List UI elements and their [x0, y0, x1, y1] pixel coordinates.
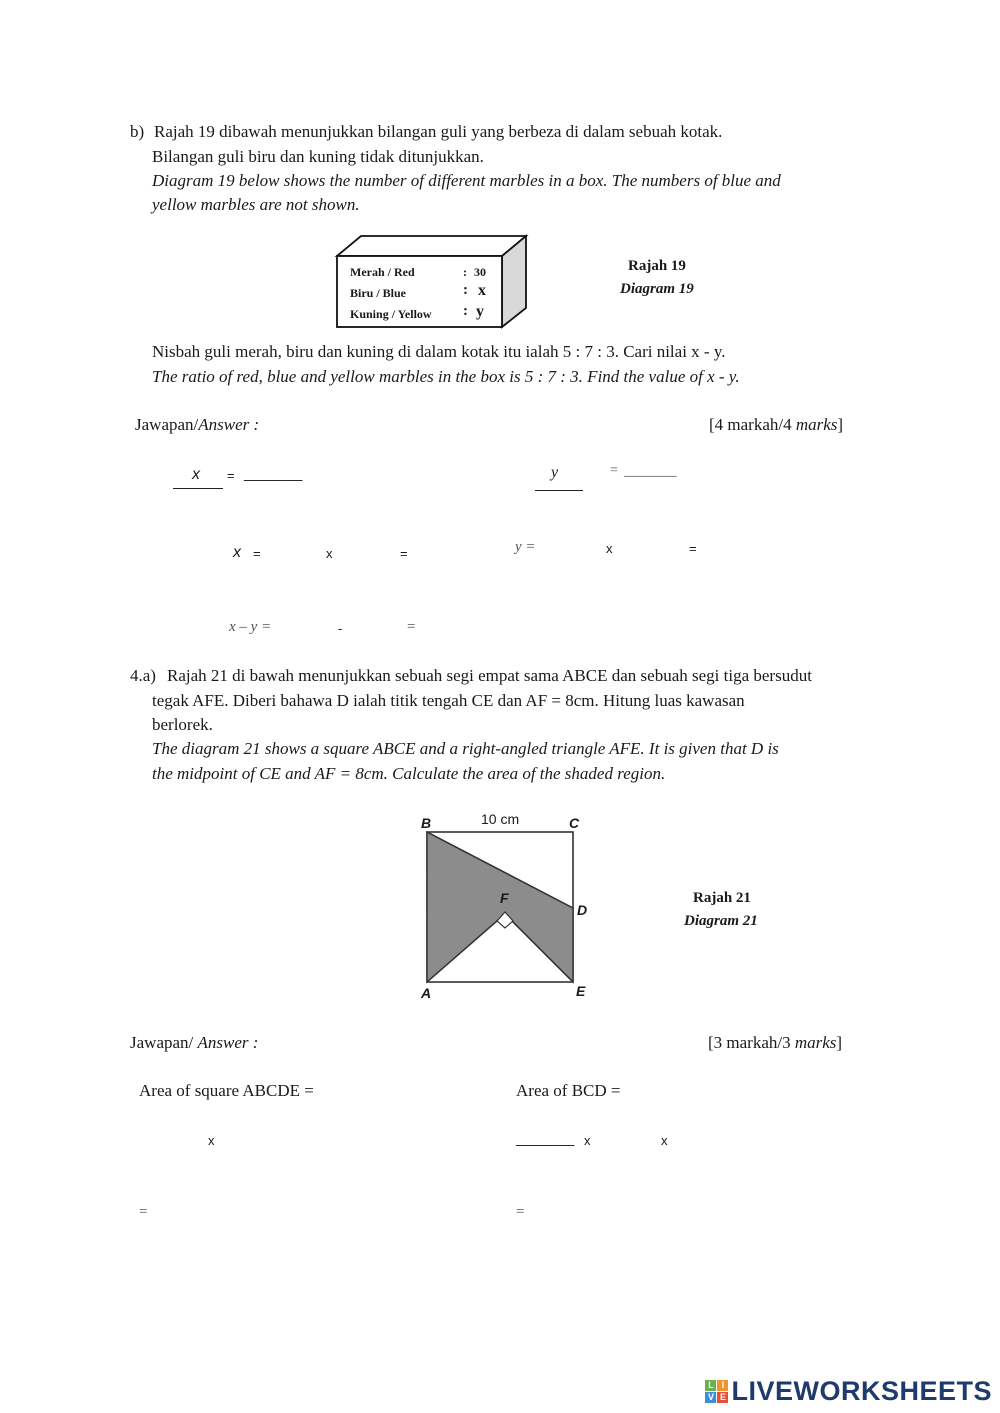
point-label-a: A — [421, 985, 432, 1001]
q4a-en-line1: The diagram 21 shows a square ABCE and a right-angled triangle AFE. It is given that D is — [152, 739, 779, 758]
x-calc-result-equals[interactable]: = — [400, 546, 408, 561]
diagram21-caption-ms: Rajah 21 — [693, 890, 751, 906]
q3b-answer-ms: Jawapan/ — [135, 415, 199, 434]
box-row-yellow-sep: : — [463, 303, 468, 319]
box-row-red-sep: : — [463, 265, 467, 279]
q4a-marks-it: marks — [794, 1033, 837, 1052]
x-fraction-bar[interactable] — [173, 488, 223, 489]
q4a-ms-line3: berlorek. — [152, 715, 213, 734]
bcd-fraction-blank[interactable]: _______ — [516, 1130, 575, 1147]
x-calc-times[interactable]: x — [326, 546, 333, 561]
q3b-answer-heading — [135, 415, 259, 435]
box-row-blue-sep: : — [463, 282, 468, 298]
area-bcd-label: Area of BCD = — [516, 1081, 621, 1100]
box-row-blue-value: x — [478, 282, 486, 299]
q4a-ms-line1: Rajah 21 di bawah menunjukkan sebuah segi empat sama ABCE dan sebuah segi tiga bersudut — [167, 666, 812, 685]
y-calc-lhs: y = — [515, 539, 536, 555]
y-answer-blank[interactable]: _______ — [624, 463, 677, 479]
bcd-calc-times-2[interactable]: x — [661, 1133, 668, 1148]
diagram19-caption-en: Diagram 19 — [620, 281, 694, 297]
x-fraction-numerator: x — [192, 466, 200, 483]
bcd-calc-times-1[interactable]: x — [584, 1133, 591, 1148]
point-label-c: C — [569, 815, 580, 831]
y-fraction-equals: = — [610, 463, 618, 478]
q4a-en-line2: the midpoint of CE and AF = 8cm. Calculate the area of the shaded region. — [152, 764, 666, 783]
q3b-en-line1: Diagram 19 below shows the number of different marbles in a box. The numbers of blue and — [152, 171, 781, 190]
x-minus-y-lhs: x – y = — [229, 619, 272, 635]
y-calc-times[interactable]: x — [606, 541, 613, 556]
square-result-equals[interactable]: = — [139, 1204, 148, 1220]
q3b-marks — [709, 415, 843, 435]
q3b-ms-line1: Rajah 19 dibawah menunjukkan bilangan guli yang berbeza di dalam sebuah kotak. — [154, 122, 723, 141]
logo-tile-v: V — [705, 1392, 716, 1403]
q3b-label: b) — [130, 122, 145, 141]
q3b-marks-it: marks — [795, 415, 838, 434]
point-label-e: E — [576, 983, 586, 999]
y-fraction-numerator: y — [551, 464, 559, 481]
x-calc-var: x — [233, 544, 241, 561]
diagram19-caption-ms: Rajah 19 — [628, 258, 686, 274]
q3b-marks-suffix: ] — [837, 415, 844, 434]
point-label-f: F — [500, 890, 509, 906]
q4a-answer-heading — [130, 1033, 258, 1053]
logo-tile-l: L — [705, 1380, 716, 1391]
q4a-label: 4.a) — [130, 666, 156, 685]
logo-icon — [705, 1380, 728, 1403]
x-answer-blank[interactable]: _______ — [244, 465, 303, 482]
q3b-ratio-en: The ratio of red, blue and yellow marbles in the box is 5 : 7 : 3. Find the value of x - y. — [152, 367, 740, 386]
q3b-ratio-ms: Nisbah guli merah, biru dan kuning di dalam kotak itu ialah 5 : 7 : 3. Cari nilai x - y. — [152, 342, 726, 361]
q3b-answer-en: Answer : — [198, 415, 260, 434]
box-row-red-value: 30 — [474, 265, 486, 279]
q4a-marks-prefix: [3 markah/3 — [708, 1033, 795, 1052]
square-calc-times[interactable]: x — [208, 1133, 215, 1148]
box-top-face — [337, 236, 526, 256]
q3b-en-line2: yellow marbles are not shown. — [152, 195, 360, 214]
q3b-ms-line2: Bilangan guli biru dan kuning tidak ditunjukkan. — [152, 147, 484, 166]
box-row-yellow-label: Kuning / Yellow — [350, 307, 432, 321]
box-row-yellow-value: y — [476, 303, 484, 320]
q4a-answer-ms: Jawapan/ — [130, 1033, 198, 1052]
q4a-marks — [708, 1033, 842, 1053]
x-calc-equals: = — [253, 546, 261, 561]
q4a-answer-en: Answer : — [197, 1033, 259, 1052]
logo-text: LIVEWORKSHEETS — [731, 1376, 992, 1406]
side-label-10cm: 10 cm — [481, 811, 520, 827]
x-minus-y-equals[interactable]: = — [407, 619, 416, 635]
x-fraction-equals: = — [227, 468, 235, 483]
q3b-marks-prefix: [4 markah/4 — [709, 415, 796, 434]
box-row-blue-label: Biru / Blue — [350, 286, 407, 300]
box-row-red-label: Merah / Red — [350, 265, 415, 279]
point-label-d: D — [577, 902, 588, 918]
logo-tile-i: I — [717, 1380, 728, 1391]
bcd-result-equals[interactable]: = — [516, 1204, 525, 1220]
y-fraction-bar[interactable] — [535, 490, 583, 491]
square-diagram-21 — [415, 808, 595, 1008]
logo-tile-e: E — [717, 1392, 728, 1403]
area-square-label: Area of square ABCDE = — [139, 1081, 314, 1100]
q4a-marks-suffix: ] — [836, 1033, 843, 1052]
point-label-b: B — [421, 815, 432, 831]
diagram21-caption-en: Diagram 21 — [684, 913, 758, 929]
x-minus-y-minus[interactable]: - — [338, 621, 343, 636]
q4a-ms-line2: tegak AFE. Diberi bahawa D ialah titik tengah CE dan AF = 8cm. Hitung luas kawasan — [152, 691, 745, 710]
y-calc-result-equals[interactable]: = — [689, 541, 697, 556]
liveworksheets-logo[interactable] — [705, 1376, 992, 1407]
